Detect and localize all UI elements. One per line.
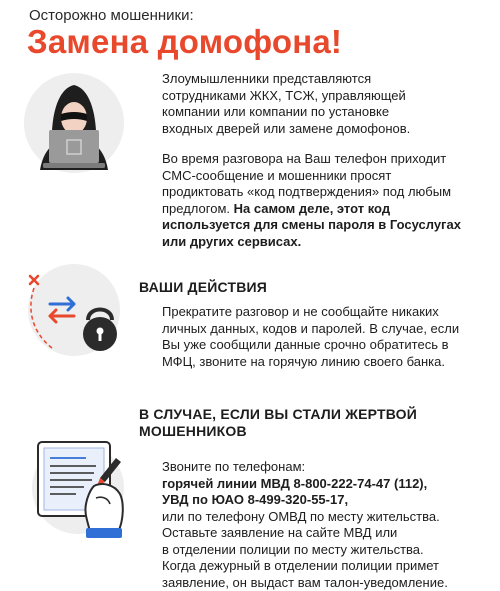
intro-text [162, 71, 462, 137]
victim-line: заявление, он выдаст вам талон-уведомление. [162, 575, 477, 591]
actions-line: личных данных, кодов и паролей. В случае, если [162, 321, 477, 338]
intro-line: входных дверей или замене домофонов. [162, 121, 462, 138]
actions-line: Вы уже сообщили данные срочно обратитесь в [162, 337, 477, 354]
warning-text [162, 151, 472, 250]
victim-line: в отделении полиции по месту жительства. [162, 542, 477, 559]
victim-line: Когда дежурный в отделении полиции примет [162, 558, 477, 575]
actions-text [162, 304, 477, 370]
actions-heading: ВАШИ ДЕЙСТВИЯ [139, 279, 267, 296]
warning-bold-line: или других сервисах. [162, 234, 472, 251]
victim-heading-line: МОШЕННИКОВ [139, 423, 439, 440]
call-label: Звоните по телефонам: [162, 459, 477, 476]
warning-line: продиктовать «код подтверждения» под любым [162, 184, 472, 201]
warning-line-mixed [162, 201, 472, 218]
actions-line: МФЦ, звоните на горячую линию своего банка. [162, 354, 477, 371]
victim-text [162, 459, 477, 591]
warning-normal-part: предлогом. [162, 201, 234, 216]
intro-line: сотрудниками ЖКХ, ТСЖ, управляющей [162, 88, 462, 105]
victim-heading-line: В СЛУЧАЕ, ЕСЛИ ВЫ СТАЛИ ЖЕРТВОЙ [139, 406, 439, 423]
password-transfer-lock-icon [22, 262, 132, 367]
document-hand-pen-icon [24, 428, 136, 553]
hacker-laptop-icon [22, 70, 132, 180]
warning-line: Во время разговора на Ваш телефон приходит [162, 151, 472, 168]
warning-bold-part: На самом деле, этот код [234, 201, 390, 216]
uvd-phone: УВД по ЮАО 8-499-320-55-17, [162, 492, 477, 509]
warning-bold-line: используется для смены пароля в Госуслугах [162, 217, 472, 234]
victim-heading [139, 406, 439, 440]
page-title: Замена домофона! [27, 23, 342, 61]
intro-line: компании или компании по установке [162, 104, 462, 121]
victim-line: Оставьте заявление на сайте МВД или [162, 525, 477, 542]
pre-title: Осторожно мошенники: [29, 7, 194, 24]
hotline-phone: горячей линии МВД 8-800-222-74-47 (112), [162, 476, 477, 493]
actions-line: Прекратите разговор и не сообщайте никаких [162, 304, 477, 321]
intro-line: Злоумышленники представляются [162, 71, 462, 88]
victim-line: или по телефону ОМВД по месту жительства. [162, 509, 477, 526]
warning-line: СМС-сообщение и мошенники просят [162, 168, 472, 185]
